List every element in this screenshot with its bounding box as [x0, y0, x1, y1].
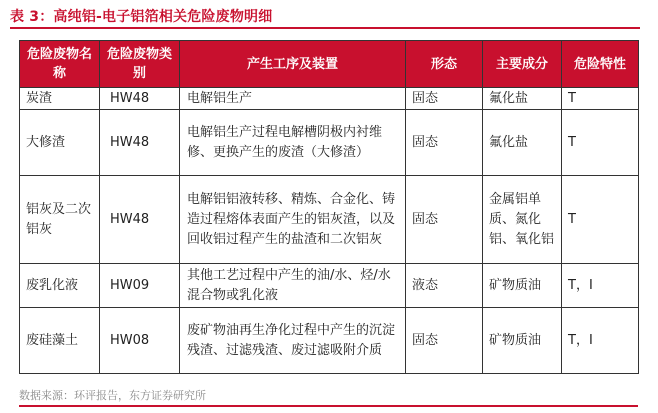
cell-waste-category: HW09 — [100, 264, 180, 308]
table-row — [20, 88, 639, 110]
cell-form: 固态 — [406, 110, 483, 176]
header-waste-name: 危险废物名称 — [20, 41, 100, 88]
cell-form: 固态 — [406, 176, 483, 264]
cell-form: 固态 — [406, 308, 483, 374]
cell-hazard: T，I — [562, 308, 639, 374]
table-row — [20, 308, 639, 374]
cell-waste-category: HW48 — [100, 176, 180, 264]
cell-component: 矿物质油 — [483, 264, 562, 308]
cell-waste-category: HW48 — [100, 110, 180, 176]
cell-process: 电解铝生产过程电解槽阴极内衬维修、更换产生的废渣（大修渣） — [180, 110, 406, 176]
cell-hazard: T，I — [562, 264, 639, 308]
cell-form: 固态 — [406, 88, 483, 110]
cell-hazard: T — [562, 88, 639, 110]
table-row — [20, 176, 639, 264]
cell-hazard: T — [562, 110, 639, 176]
cell-waste-name: 大修渣 — [20, 110, 100, 176]
cell-waste-category: HW48 — [100, 88, 180, 110]
cell-hazard: T — [562, 176, 639, 264]
title-divider — [10, 27, 640, 29]
cell-waste-category: HW08 — [100, 308, 180, 374]
header-hazard: 危险特性 — [562, 41, 639, 88]
cell-component: 氟化盐 — [483, 110, 562, 176]
cell-component: 金属铝单质、氮化铝、氧化铝 — [483, 176, 562, 264]
header-waste-category: 危险废物类别 — [100, 41, 180, 88]
cell-component: 矿物质油 — [483, 308, 562, 374]
table-row — [20, 110, 639, 176]
bottom-divider — [19, 405, 638, 407]
cell-waste-name: 废硅藻土 — [20, 308, 100, 374]
table-title: 表 3：高纯铝-电子铝箔相关危险废物明细 — [10, 9, 273, 25]
header-process: 产生工序及装置 — [180, 41, 406, 88]
cell-waste-name: 铝灰及二次铝灰 — [20, 176, 100, 264]
hazardous-waste-table — [19, 40, 639, 374]
cell-process: 废矿物油再生净化过程中产生的沉淀残渣、过滤残渣、废过滤吸附介质 — [180, 308, 406, 374]
header-component: 主要成分 — [483, 41, 562, 88]
header-form: 形态 — [406, 41, 483, 88]
cell-form: 液态 — [406, 264, 483, 308]
table-header-row — [20, 41, 639, 88]
data-source-note: 数据来源：环评报告，东方证券研究所 — [19, 389, 206, 402]
cell-component: 氟化盐 — [483, 88, 562, 110]
cell-process: 电解铝生产 — [180, 88, 406, 110]
table-row — [20, 264, 639, 308]
cell-process: 其他工艺过程中产生的油/水、烃/水混合物或乳化液 — [180, 264, 406, 308]
cell-waste-name: 废乳化液 — [20, 264, 100, 308]
cell-waste-name: 炭渣 — [20, 88, 100, 110]
cell-process: 电解铝铝液转移、精炼、合金化、铸造过程熔体表面产生的铝灰渣，以及回收铝过程产生的盐渣和二次铝灰 — [180, 176, 406, 264]
